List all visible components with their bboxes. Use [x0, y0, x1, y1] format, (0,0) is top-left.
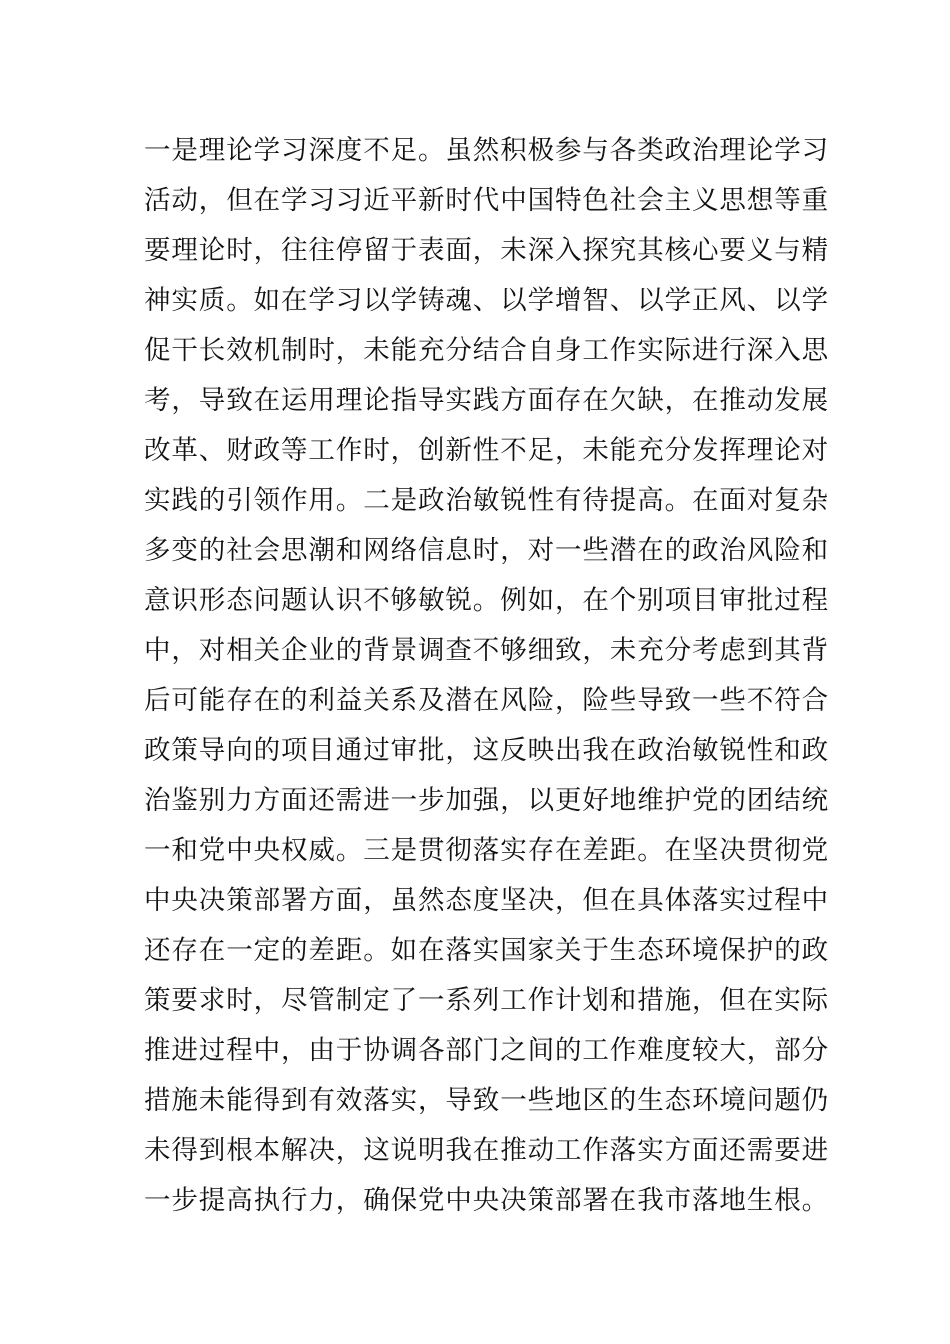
text-line-12: 后可能存在的利益关系及潜在风险，险些导致一些不符合: [144, 685, 829, 716]
text-line-14: 治鉴别力方面还需进一步加强，以更好地维护党的团结统: [144, 785, 829, 816]
text-line-17: 还存在一定的差距。如在落实国家关于生态环境保护的政: [144, 935, 829, 966]
text-line-18: 策要求时，尽管制定了一系列工作计划和措施，但在实际: [144, 985, 829, 1016]
text-line-7: 改革、财政等工作时，创新性不足，未能充分发挥理论对: [144, 435, 829, 466]
text-line-1: 一是理论学习深度不足。虽然积极参与各类政治理论学习: [144, 135, 829, 166]
text-line-11: 中，对相关企业的背景调查不够细致，未充分考虑到其背: [144, 635, 829, 666]
text-line-22: 一步提高执行力，确保党中央决策部署在我市落地生根。: [144, 1185, 829, 1216]
text-line-15: 一和党中央权威。三是贯彻落实存在差距。在坚决贯彻党: [144, 835, 829, 866]
text-line-5: 促干长效机制时，未能充分结合自身工作实际进行深入思: [144, 335, 829, 366]
text-line-16: 中央决策部署方面，虽然态度坚决，但在具体落实过程中: [144, 885, 829, 916]
text-line-10: 意识形态问题认识不够敏锐。例如，在个别项目审批过程: [144, 585, 829, 616]
text-line-20: 措施未能得到有效落实，导致一些地区的生态环境问题仍: [144, 1085, 829, 1116]
text-line-4: 神实质。如在学习以学铸魂、以学增智、以学正风、以学: [144, 285, 829, 316]
text-line-19: 推进过程中，由于协调各部门之间的工作难度较大，部分: [144, 1035, 829, 1066]
text-line-6: 考，导致在运用理论指导实践方面存在欠缺，在推动发展: [144, 385, 829, 416]
text-line-13: 政策导向的项目通过审批，这反映出我在政治敏锐性和政: [144, 735, 829, 766]
text-line-2: 活动，但在学习习近平新时代中国特色社会主义思想等重: [144, 185, 829, 216]
text-line-9: 多变的社会思潮和网络信息时，对一些潜在的政治风险和: [144, 535, 829, 566]
body-paragraph: [144, 126, 829, 1226]
text-line-21: 未得到根本解决，这说明我在推动工作落实方面还需要进: [144, 1135, 829, 1166]
text-line-3: 要理论时，往往停留于表面，未深入探究其核心要义与精: [144, 235, 829, 266]
text-line-8: 实践的引领作用。二是政治敏锐性有待提高。在面对复杂: [144, 485, 829, 516]
